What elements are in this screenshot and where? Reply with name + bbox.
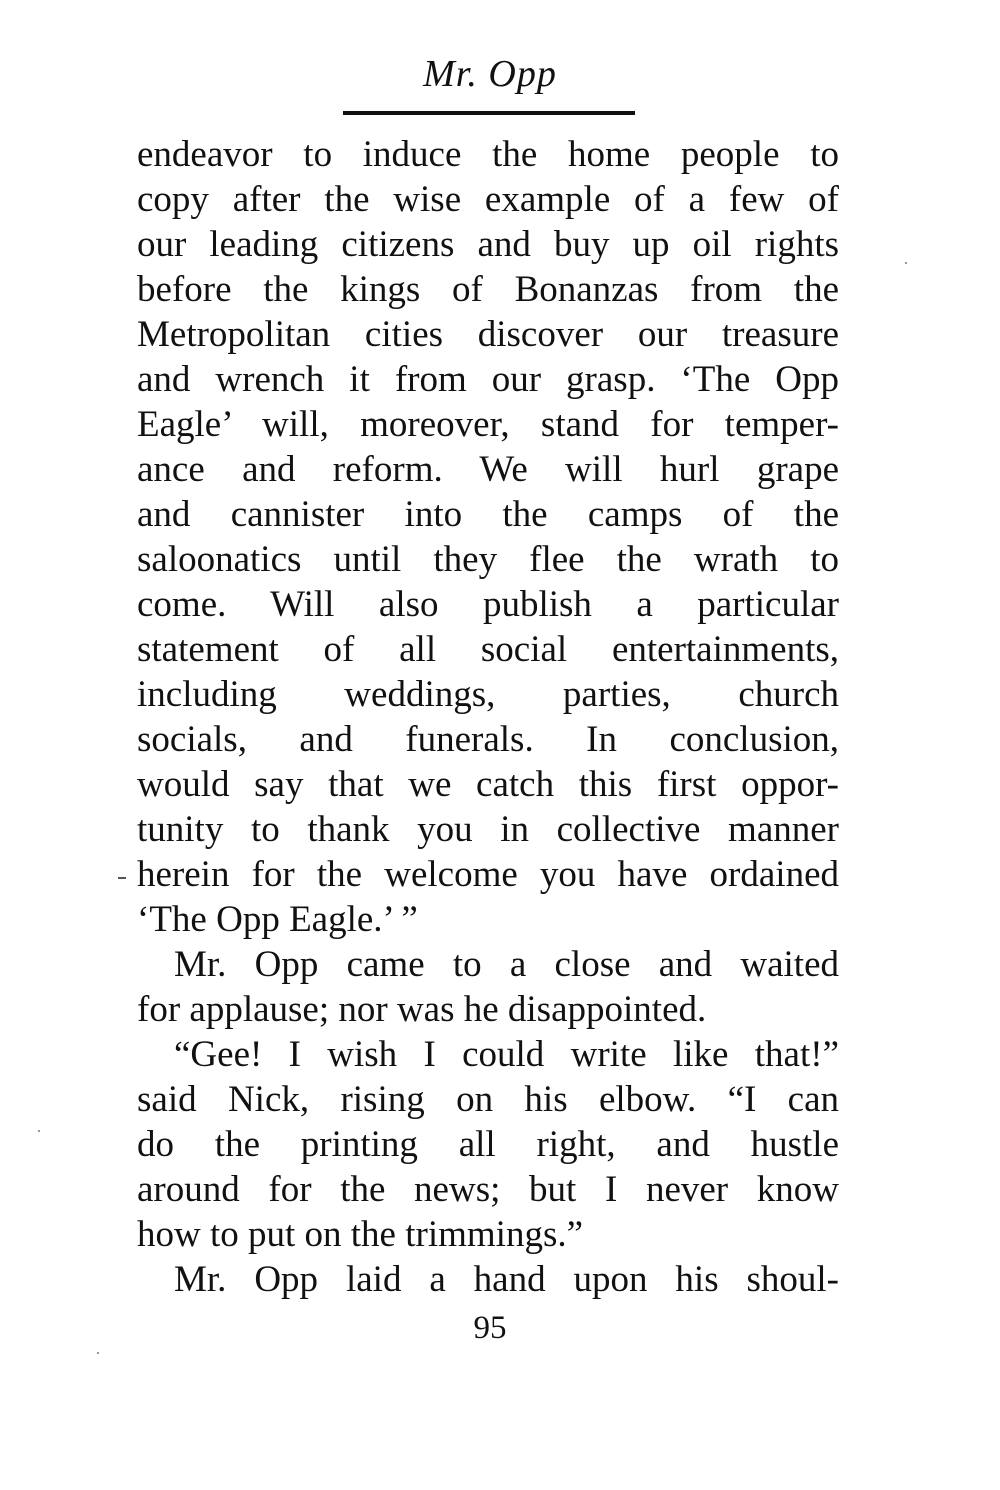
header-rule (343, 111, 635, 115)
text-line: and cannister into the camps of the (137, 494, 839, 535)
text-line: before the kings of Bonanzas from the (137, 269, 839, 310)
text-line: ‘The Opp Eagle.’ ” (137, 899, 418, 940)
body-text (137, 132, 839, 1302)
text-line: Mr. Opp came to a close and waited (174, 944, 839, 985)
page-number: 95 (473, 1310, 507, 1346)
text-line: would say that we catch this first oppor- (137, 764, 839, 805)
text-line: including weddings, parties, church (137, 674, 839, 715)
running-title: Mr. Opp (423, 53, 557, 95)
text-line: herein for the welcome you have ordained (137, 854, 839, 895)
text-line: statement of all social entertainments, (137, 629, 839, 670)
text-line: socials, and funerals. In conclusion, (137, 719, 839, 760)
ink-speck (118, 877, 126, 879)
text-line: saloonatics until they flee the wrath to (137, 539, 839, 580)
text-line: around for the news; but I never know (137, 1169, 839, 1210)
text-line: for applause; nor was he disappointed. (137, 989, 707, 1030)
text-line: come. Will also publish a particular (137, 584, 839, 625)
text-line: tunity to thank you in collective manner (137, 809, 839, 850)
text-line: endeavor to induce the home people to (137, 134, 839, 175)
text-line: do the printing all right, and hustle (137, 1124, 839, 1165)
ink-speck (38, 1130, 40, 1132)
text-line: copy after the wise example of a few of (137, 179, 839, 220)
text-line: our leading citizens and buy up oil rights (137, 224, 839, 265)
text-line: said Nick, rising on his elbow. “I can (137, 1079, 839, 1120)
text-line: Metropolitan cities discover our treasure (137, 314, 839, 355)
text-line: Eagle’ will, moreover, stand for temper- (137, 404, 839, 445)
ink-speck (97, 1352, 99, 1354)
text-line: and wrench it from our grasp. ‘The Opp (137, 359, 839, 400)
ink-speck (905, 262, 907, 264)
text-line: how to put on the trimmings.” (137, 1214, 584, 1255)
text-line: “Gee! I wish I could write like that!” (174, 1034, 839, 1075)
text-line: Mr. Opp laid a hand upon his shoul- (174, 1259, 839, 1300)
text-line: ance and reform. We will hurl grape (137, 449, 839, 490)
